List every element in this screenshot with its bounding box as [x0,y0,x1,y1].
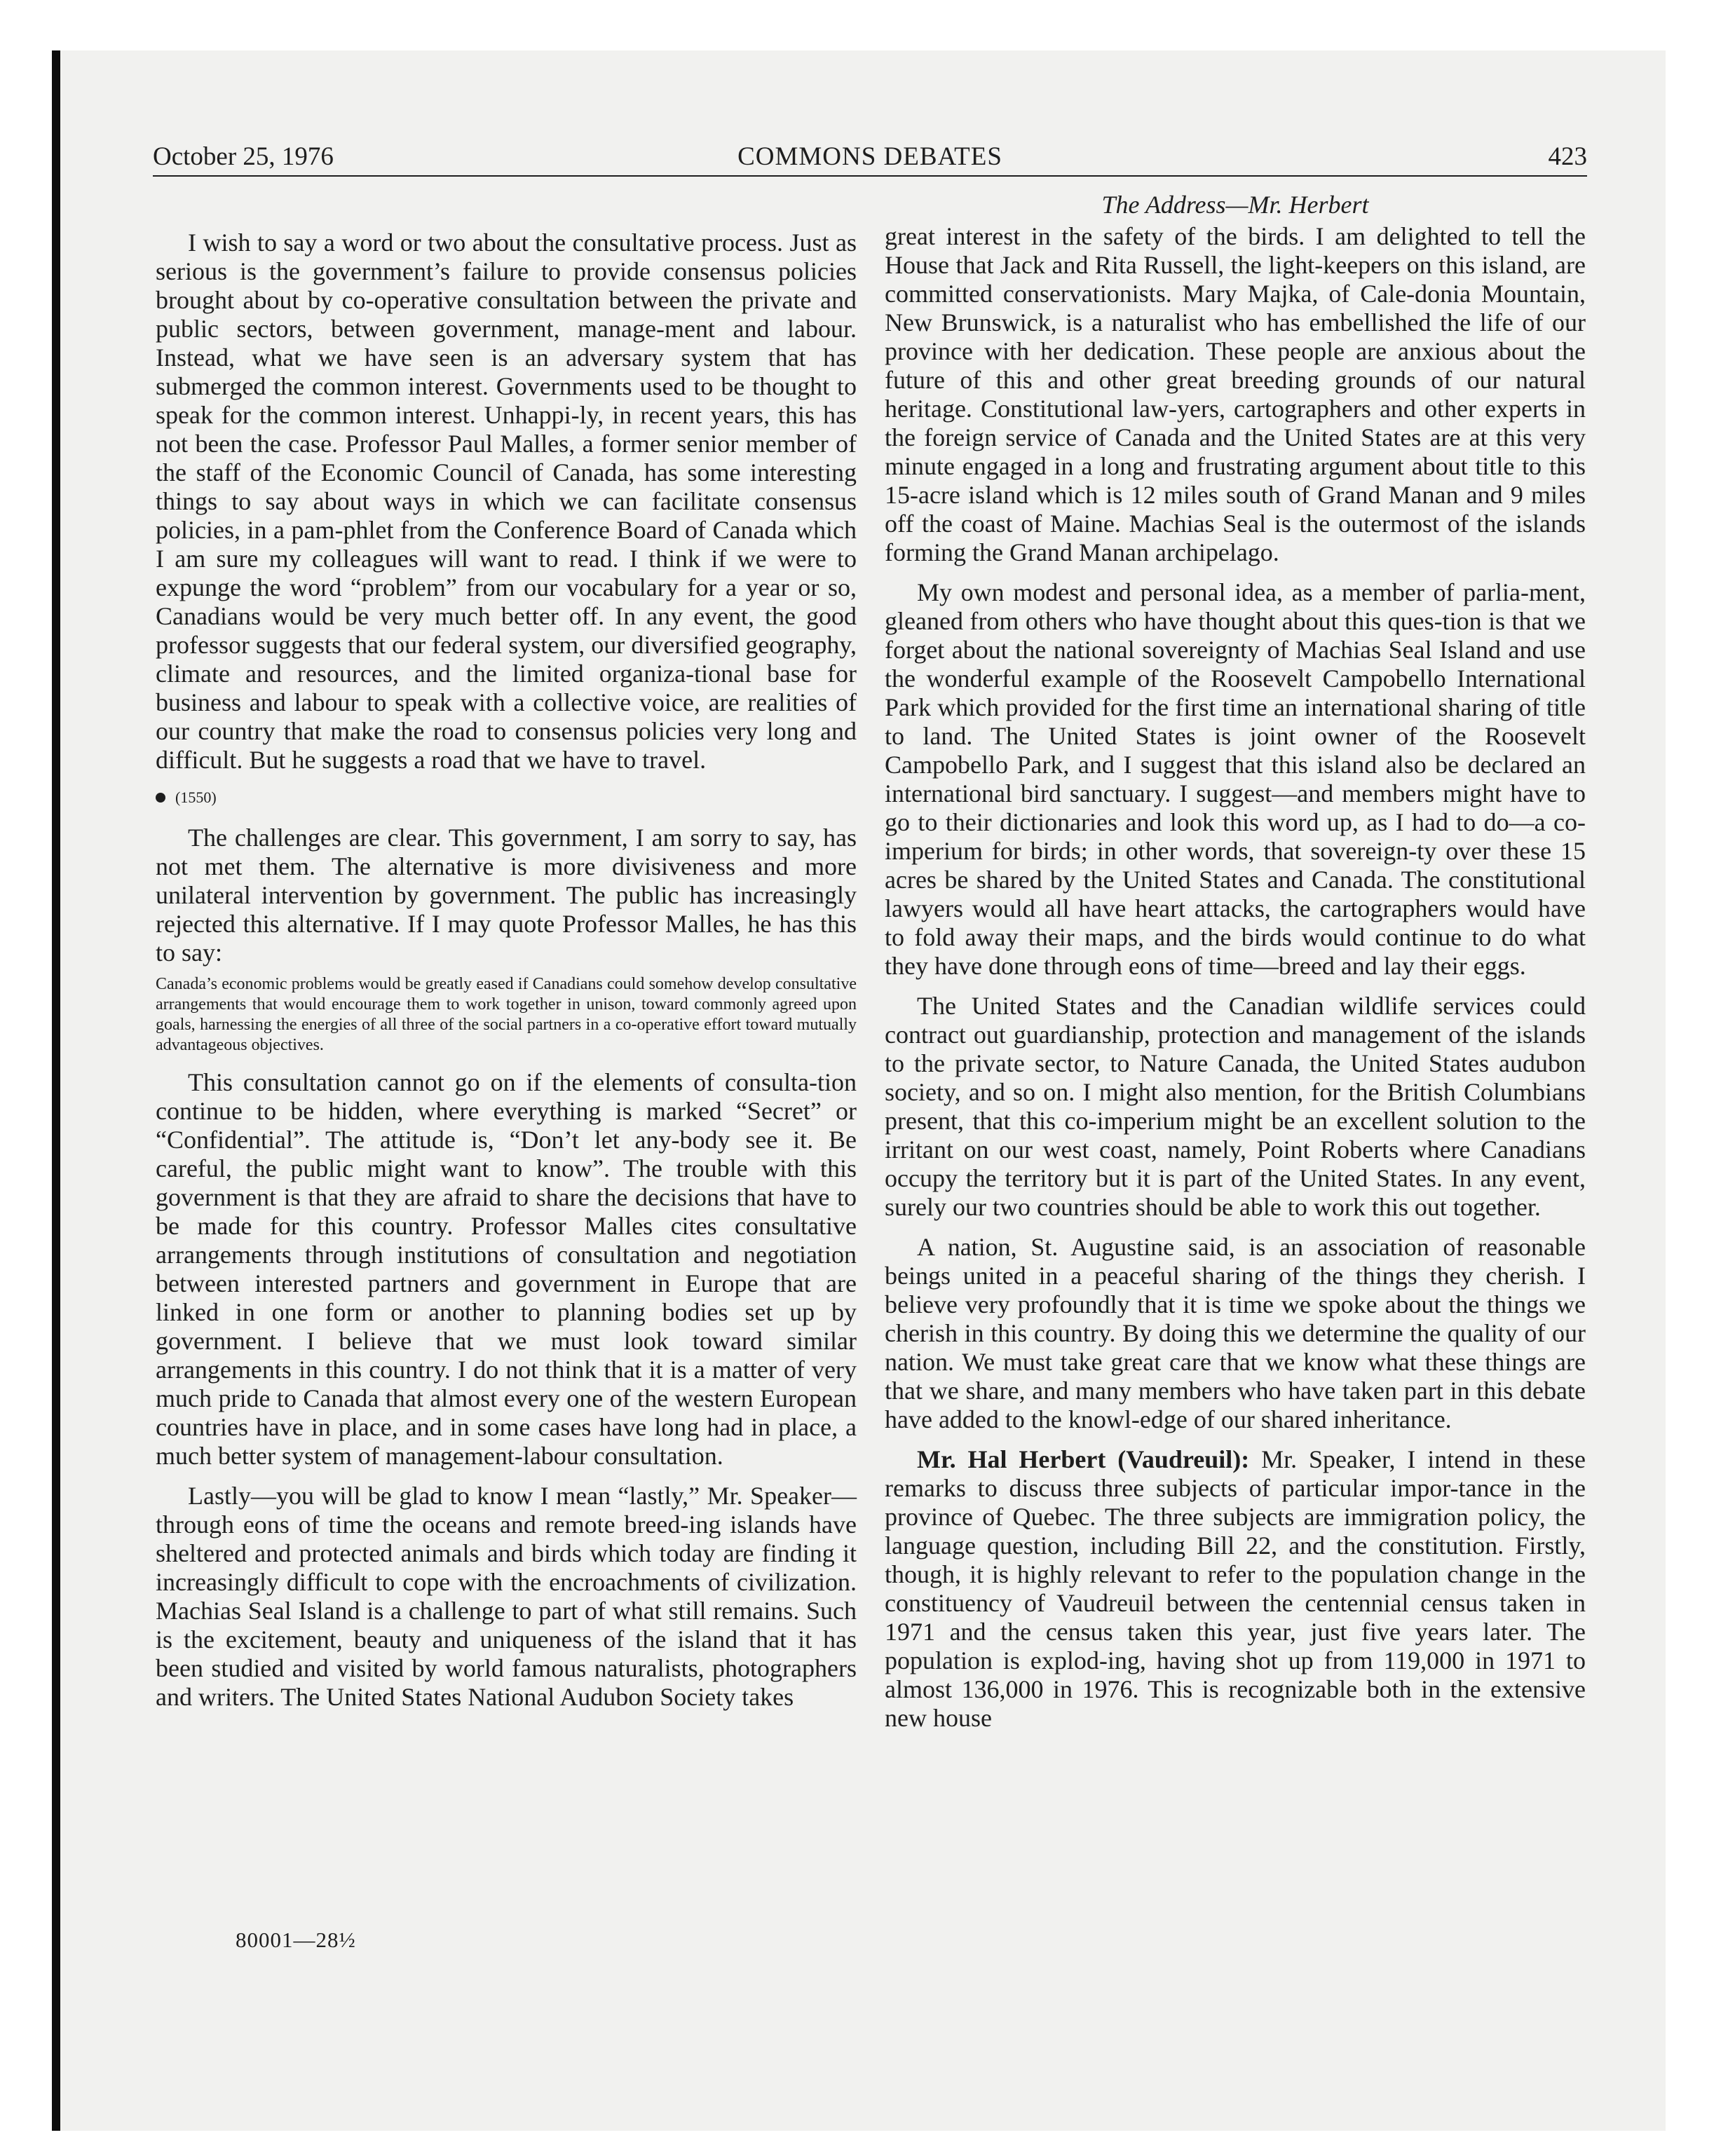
header-rule [153,175,1587,177]
paragraph: Lastly—you will be glad to know I mean “lastly,” Mr. Speaker—through eons of time the oceans and remote breed-ing islands have sheltered and protected animals and birds which today are finding it increasingly difficult to cope with the encroachments of civilization. Machias Seal Island is a challenge to part of what still remains. Such is the excitement, beauty and uniqueness of the island that it has been studied and visited by world famous naturalists, photographers and writers. The United States National Audubon Society takes [156,1482,857,1711]
right-column [885,191,1586,1733]
paragraph: The challenges are clear. This government, I am sorry to say, has not met them. The alternative is more divisiveness and more unilateral intervention by government. The public has increasingly rejected this alternative. If I may quote Professor Malles, he has this to say: [156,824,857,967]
speaker-name: Mr. Hal Herbert (Vaudreuil): [917,1445,1250,1473]
time-stamp [156,787,857,808]
paragraph: great interest in the safety of the birds. I am delighted to tell the House that Jack and Rita Russell, the light-keepers on this island, are committed conservationists. Mary Majka, of Cale-donia Mountain, New Brunswick, is a naturalist who has embellished the life of our province with her dedication. These people are anxious about the future of this and other great breeding grounds of our natural heritage. Constitutional law-yers, cartographers and other experts in the foreign service of Canada and the United States are at this very minute engaged in a long and frustrating argument about title to this 15-acre island which is 12 miles south of Grand Manan and 9 miles off the coast of Maine. Machias Seal is the outermost of the islands forming the Grand Manan archipelago. [885,222,1586,566]
page-number: 423 [1548,142,1587,171]
time-stamp-label: (1550) [175,789,217,806]
page-header [153,137,1587,177]
paragraph: The United States and the Canadian wildlife services could contract out guardianship, protection and management of the islands to the private sector, to Nature Canada, the United States audubon society, and so on. I might also mention, for the British Columbians present, that this co-imperium might be an excellent solution to the irritant on our west coast, namely, Point Roberts where Canadians occupy the territory but it is part of the United States. In any event, surely our two countries should be able to work this out together. [885,992,1586,1221]
bullet-icon [156,793,165,803]
paragraph: My own modest and personal idea, as a member of parlia-ment, gleaned from others who have thought about this ques-tion is that we forget about the national sovereignty of Machias Seal Island and use the wonderful example of the Roosevelt Campobello International Park which provided for the first time an international sharing of title to land. The United States is joint owner of the Roosevelt Campobello Park, and I suggest that this island also be declared an international bird sanctuary. I suggest—and members might have to go to their dictionaries and look this word up, as I had to do—a co-imperium for birds; in other words, that sovereign-ty over these 15 acres be shared by the United States and Canada. The constitutional lawyers would all have heart attacks, the cartographers would have to fold away their maps, and the birds would continue to do what they have done through eons of time—breed and lay their eggs. [885,578,1586,980]
speech-text: Mr. Speaker, I intend in these remarks to discuss three subjects of particular impor-tance in the province of Quebec. The three subjects are immigration policy, the language question, including Bill 22, and the constitution. Firstly, though, it is highly relevant to refer to the population change in the constituency of Vaudreuil between the centennial census taken in 1971 and the census taken this year, just five years later. The population is explod-ing, having shot up from 119,000 in 1971 to almost 136,000 in 1976. This is recognizable both in the extensive new house [885,1445,1586,1732]
paragraph: I wish to say a word or two about the consultative process. Just as serious is the government’s failure to provide consensus policies brought about by co-operative consultation between the private and public sectors, between government, manage-ment and labour. Instead, what we have seen is an adversary system that has submerged the common interest. Governments used to be thought to speak for the common interest. Unhappi-ly, in recent years, this has not been the case. Professor Paul Malles, a former senior member of the staff of the Economic Council of Canada, has some interesting things to say about ways in which we can facilitate consensus policies, in a pam-phlet from the Conference Board of Canada which I am sure my colleagues will want to read. I think if we were to expunge the word “problem” from our vocabulary for a year or so, Canadians would be very much better off. In any event, the good professor suggests that our federal system, our diversified geography, climate and resources, and the limited organiza-tional base for business and labour to speak with a collective voice, are realities of our country that make the road to consensus policies very long and difficult. But he suggests a road that we have to travel. [156,228,857,774]
paragraph: This consultation cannot go on if the elements of consulta-tion continue to be hidden, where everything is marked “Secret” or “Confidential”. The attitude is, “Don’t let any-body see it. Be careful, the public might want to know”. The trouble with this government is that they are afraid to share the decisions that have to be made for this country. Professor Malles cites consultative arrangements through institutions of consultation and negotiation between interested partners and government in Europe that are linked in one form or another to planning bodies set up by government. I believe that we must look toward similar arrangements in this country. I do not think that it is a matter of very much pride to Canada that almost every one of the western European countries have in place, and in some cases have long had in place, a much better system of management-labour consultation. [156,1068,857,1470]
header-title: COMMONS DEBATES [737,142,1002,171]
left-column [156,228,857,1712]
running-head: The Address—Mr. Herbert [1101,191,1369,219]
footer-code: 80001—28½ [236,1928,356,1952]
binding-edge [52,50,60,2131]
paragraph: A nation, St. Augustine said, is an association of reasonable beings united in a peaceful sharing of the things they cherish. I believe very profoundly that it is time we spoke about the things we cherish in this country. By doing this we determine the quality of our nation. We must take great care that we know what these things are that we share, and many members who have taken part in this debate have added to the knowl-edge of our shared inheritance. [885,1233,1586,1433]
header-date: October 25, 1976 [153,142,334,171]
block-quote: Canada’s economic problems would be greatly eased if Canadians could somehow develop consultative arrangements that would encourage them to work together in unison, toward commonly agreed upon goals, harnessing the energies of all three of the social partners in a co-operative effort toward mutually advantageous objectives. [156,975,857,1054]
speech-paragraph [885,1445,1586,1733]
